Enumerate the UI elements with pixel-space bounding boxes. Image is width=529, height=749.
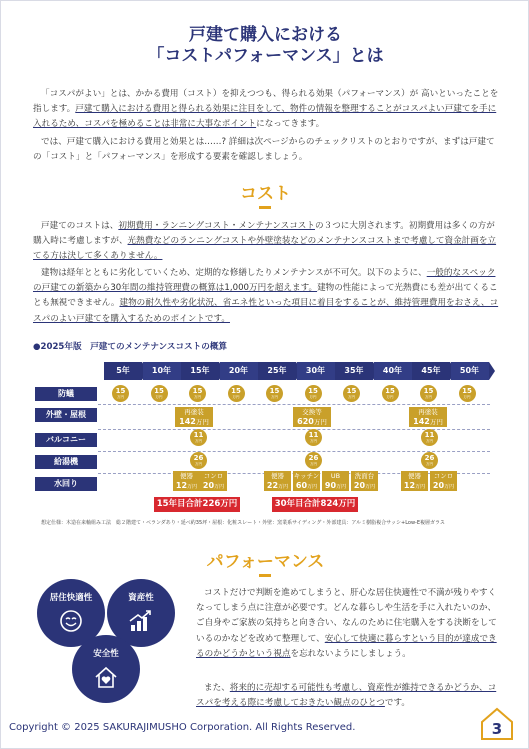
exterior-cost-value: 142 xyxy=(179,417,196,426)
perf-p1-b: 安心して快適に暮らすという目的が達成できるのかどうかという視点 xyxy=(196,633,497,659)
cost-value: 26 xyxy=(308,454,319,462)
cost-unit: 万円 xyxy=(426,462,433,466)
exterior-cost-45y xyxy=(409,407,447,427)
cost-value: 26 xyxy=(193,454,204,462)
exterior-cost-label: 再塗装 xyxy=(418,408,438,416)
plumbing-item-label: 洗面台 xyxy=(354,472,375,480)
row-label-balcony: バルコニー xyxy=(35,433,97,447)
cost-unit: 万円 xyxy=(271,395,278,399)
cost-unit: 万円 xyxy=(310,439,317,443)
plumbing-item-value: 60 xyxy=(295,481,308,490)
termite-cost xyxy=(228,385,245,402)
exterior-cost-unit: 万円 xyxy=(429,418,443,426)
page-number: 3 xyxy=(491,720,503,738)
plumbing-item-value-line xyxy=(264,481,291,492)
plumbing-cost-box xyxy=(401,471,428,491)
year-label: 5年 xyxy=(104,362,142,380)
exterior-cost-value-line xyxy=(293,417,331,427)
exterior-cost-value: 142 xyxy=(413,417,430,426)
cost-value: 15 xyxy=(192,387,203,395)
exterior-cost-unit: 万円 xyxy=(195,418,209,426)
plumbing-item-unit: 万円 xyxy=(278,484,289,490)
cost-value: 11 xyxy=(308,431,319,439)
circle-safety-label: 安全性 xyxy=(93,649,119,659)
cost-unit: 万円 xyxy=(426,439,433,443)
water-heater-cost xyxy=(305,452,322,469)
cost-p2-d: 建物の耐久性や劣化状況、省エネ性といった項目に着目をすることが、維持管理費用をおさえ、コスパのよい戸建てを購入するためのポイントです。 xyxy=(33,298,499,324)
cost-unit: 万円 xyxy=(386,395,394,399)
circle-safety xyxy=(72,635,140,703)
plumbing-item-unit: 万円 xyxy=(187,484,198,490)
year-label: 30年 xyxy=(297,362,335,380)
plumbing-item-unit: 万円 xyxy=(444,484,455,490)
plumbing-item-value: 12 xyxy=(175,481,188,490)
copyright: Copyright © 2025 SAKURAJIMUSHO Corporation. All Rights Reserved. xyxy=(9,722,356,733)
termite-cost xyxy=(112,385,129,402)
plumbing-item-unit: 万円 xyxy=(214,484,225,490)
water-heater-cost xyxy=(190,452,207,469)
exterior-cost-label: 再塗装 xyxy=(184,408,204,416)
cost-p2-a: 建物は経年とともに劣化していくため、定期的な修繕したりメンテナンスが不可欠。以下のように、 xyxy=(41,268,427,278)
balcony-cost xyxy=(421,429,438,446)
plumbing-item-value: 20 xyxy=(353,481,366,490)
cost-value: 15 xyxy=(154,387,164,395)
termite-cost xyxy=(151,385,168,402)
performance-paragraph-1 xyxy=(196,586,502,662)
plumbing-item-value: 20 xyxy=(432,481,445,490)
maintenance-table-title: ●2025年版 戸建てのメンテナンスコストの概算 xyxy=(33,342,228,352)
cost-p2-c: 建物の性能によって光熱費にも差が出てくることも無視できません。 xyxy=(33,283,498,309)
row-label-plumbing: 水回り xyxy=(35,477,97,491)
year-label: 45年 xyxy=(412,362,450,380)
cost-unit: 万円 xyxy=(194,395,201,399)
row-divider xyxy=(98,404,490,405)
year-label: 35年 xyxy=(335,362,373,380)
exterior-cost-value-line xyxy=(409,417,447,427)
termite-cost xyxy=(266,385,283,402)
termite-cost xyxy=(305,385,322,402)
water-heater-cost xyxy=(421,452,438,469)
exterior-cost-30y xyxy=(293,407,331,427)
plumbing-cost-box xyxy=(200,471,227,491)
cost-value: 15 xyxy=(231,387,241,395)
cost-value: 15 xyxy=(308,387,318,395)
plumbing-item-value-line xyxy=(173,481,200,492)
cost-p1-c: の３つに大別されます。初期費用は多くの方が購入時に考慮しますが、 xyxy=(33,221,495,247)
intro-paragraph-2: では、戸建て購入における費用と効果とは……? 詳細は次ページからのチェックリストのとおりですが、まずは戸建ての「コスト」と「パフォーマンス」を形成する要素を確認しましょう。 xyxy=(33,137,495,163)
plumbing-item-value: 20 xyxy=(202,481,215,490)
page-number-house-icon xyxy=(480,706,514,742)
plumbing-item-unit: 万円 xyxy=(336,484,347,490)
cost-p2-b: 一般的なスペックの戸建ての新築から30年間の維持管理費の概算は1,000万円を超えます。 xyxy=(33,268,496,294)
year-label: 50年 xyxy=(451,362,489,380)
circle-asset-label: 資産性 xyxy=(128,593,154,603)
cost-value: 11 xyxy=(424,431,435,439)
plumbing-item-label: キッチン xyxy=(293,472,320,480)
total-30-year: 30年目合計824万円 xyxy=(272,497,358,512)
plumbing-item-value-line xyxy=(351,481,378,492)
intro-p1-c: になってきます。 xyxy=(256,119,325,130)
plumbing-item-label: UB xyxy=(330,472,341,480)
plumbing-item-value-line xyxy=(430,481,457,492)
cost-p1-b: 初期費用・ランニングコスト・メンテナンスコスト xyxy=(118,221,315,231)
plumbing-cost-box xyxy=(430,471,457,491)
year-label: 20年 xyxy=(220,362,258,380)
year-label: 10年 xyxy=(143,362,181,380)
perf-p2-c: です。 xyxy=(384,698,410,709)
year-label: 25年 xyxy=(258,362,296,380)
cost-unit: 万円 xyxy=(155,395,163,399)
cost-unit: 万円 xyxy=(348,395,355,399)
cost-value: 11 xyxy=(193,431,204,439)
page-title-line2: 「コストパフォーマンス」とは xyxy=(147,46,384,66)
plumbing-item-label: 便器 xyxy=(408,472,421,480)
balcony-cost xyxy=(305,429,322,446)
plumbing-cost-box xyxy=(351,471,378,491)
cost-unit: 万円 xyxy=(232,395,240,399)
plumbing-item-unit: 万円 xyxy=(415,484,426,490)
plumbing-item-label: コンロ xyxy=(433,472,454,480)
cost-heading-dash xyxy=(259,206,271,209)
row-label-water-heater: 給湯機 xyxy=(35,455,97,469)
termite-cost xyxy=(459,385,476,402)
row-label-termite: 防蟻 xyxy=(35,387,97,401)
cost-unit: 万円 xyxy=(425,395,432,399)
intro-p1-b: 戸建て購入における費用と得られる効果に注目をして、物件の情報を整理することがコスパよい戸建てを手に入れるため、コスパを極めることは非常に大事なポイント xyxy=(33,104,497,130)
year-label: 15年 xyxy=(181,362,219,380)
perf-p2-b: 将来的に売却する可能性も考慮し、資産性が維持できるかどうか、コスパを考える際に考慮しておきたい観点のひとつ xyxy=(196,683,497,709)
plumbing-item-unit: 万円 xyxy=(307,484,318,490)
perf-p1-a: コストだけで判断を進めてしまうと、肝心な居住快適性で不満が残りやすくなってしまう点に注意が必要です。どんな暮らしや生活を手に入れたいのか、ご自身やご家族の気持ちと向き合い、なんのために住宅購入をする決断をしているのかなどを改めて整理して、 xyxy=(196,588,497,644)
plumbing-item-value-line xyxy=(293,481,320,492)
plumbing-item-unit: 万円 xyxy=(365,484,376,490)
plumbing-item-value-line xyxy=(401,481,428,492)
cost-value: 15 xyxy=(115,387,126,395)
cost-value: 15 xyxy=(462,387,472,395)
perf-p1-c: を忘れないようにしましょう。 xyxy=(290,648,411,659)
plumbing-item-value: 90 xyxy=(324,481,337,490)
smile-icon xyxy=(59,609,83,633)
termite-cost xyxy=(420,385,437,402)
row-label-exterior: 外壁・屋根 xyxy=(35,408,97,422)
year-label: 40年 xyxy=(374,362,412,380)
cost-unit: 万円 xyxy=(195,462,202,466)
plumbing-cost-box xyxy=(264,471,291,491)
performance-heading: パフォーマンス xyxy=(206,552,325,572)
page-title-line1: 戸建て購入における xyxy=(189,25,342,45)
perf-p2-a: また、 xyxy=(204,683,230,693)
cost-value: 15 xyxy=(269,387,280,395)
cost-unit: 万円 xyxy=(117,395,124,399)
cost-unit: 万円 xyxy=(195,439,202,443)
exterior-cost-label: 交換等 xyxy=(302,408,322,416)
termite-cost xyxy=(343,385,360,402)
cost-paragraph-2 xyxy=(33,266,501,327)
cost-paragraph-1 xyxy=(33,219,501,265)
cost-unit: 万円 xyxy=(310,462,317,466)
performance-heading-dash xyxy=(259,574,271,577)
cost-p1-a: 戸建てのコストは、 xyxy=(41,221,119,231)
cost-p1-d: 光熱費などのランニングコストや外壁塗装などのメンテナンスコストまで考慮して資金計画を立てる方は決して多くありません。 xyxy=(33,236,497,262)
circle-livability-label: 居住快適性 xyxy=(49,593,93,603)
exterior-cost-value-line xyxy=(175,417,213,427)
plumbing-item-value: 12 xyxy=(403,481,416,490)
house-heart-icon xyxy=(92,665,120,689)
table-footnote: 想定仕様：木造在来軸組み工法 総２階建て・ベランダあり・延べ約35坪・屋根：化粧スレート・外壁：窯業系サイディング・外部建具：アルミ樹脂複合サッシ+Low-E複層ガラス xyxy=(41,520,445,526)
plumbing-item-value-line xyxy=(322,481,349,492)
performance-paragraph-2 xyxy=(196,681,502,711)
cost-unit: 万円 xyxy=(463,395,471,399)
cost-value: 15 xyxy=(346,387,357,395)
intro-paragraph-1 xyxy=(33,87,501,133)
intro-p1-a: 「コスパがよい」とは、かかる費用（コスト）を抑えつつも、得られる効果（パフォーマンス）が 高いといったことを指します。 xyxy=(33,89,499,115)
plumbing-item-label: コンロ xyxy=(203,472,224,480)
cost-value: 15 xyxy=(423,387,434,395)
total-15-year: 15年目合計226万円 xyxy=(154,497,240,512)
plumbing-item-value-line xyxy=(200,481,227,492)
cost-value: 26 xyxy=(424,454,435,462)
growth-chart-icon xyxy=(128,609,154,633)
exterior-cost-value: 620 xyxy=(297,417,314,426)
plumbing-item-label: 便器 xyxy=(180,472,193,480)
plumbing-cost-box xyxy=(293,471,320,491)
exterior-cost-unit: 万円 xyxy=(313,418,327,426)
plumbing-cost-box xyxy=(322,471,349,491)
cost-value: 15 xyxy=(385,387,395,395)
termite-cost xyxy=(382,385,399,402)
plumbing-item-label: 便器 xyxy=(271,472,284,480)
exterior-cost-15y xyxy=(175,407,213,427)
cost-heading: コスト xyxy=(240,184,291,204)
plumbing-cost-box xyxy=(173,471,200,491)
cost-unit: 万円 xyxy=(309,395,317,399)
termite-cost xyxy=(189,385,206,402)
plumbing-item-value: 22 xyxy=(266,481,279,490)
balcony-cost xyxy=(190,429,207,446)
